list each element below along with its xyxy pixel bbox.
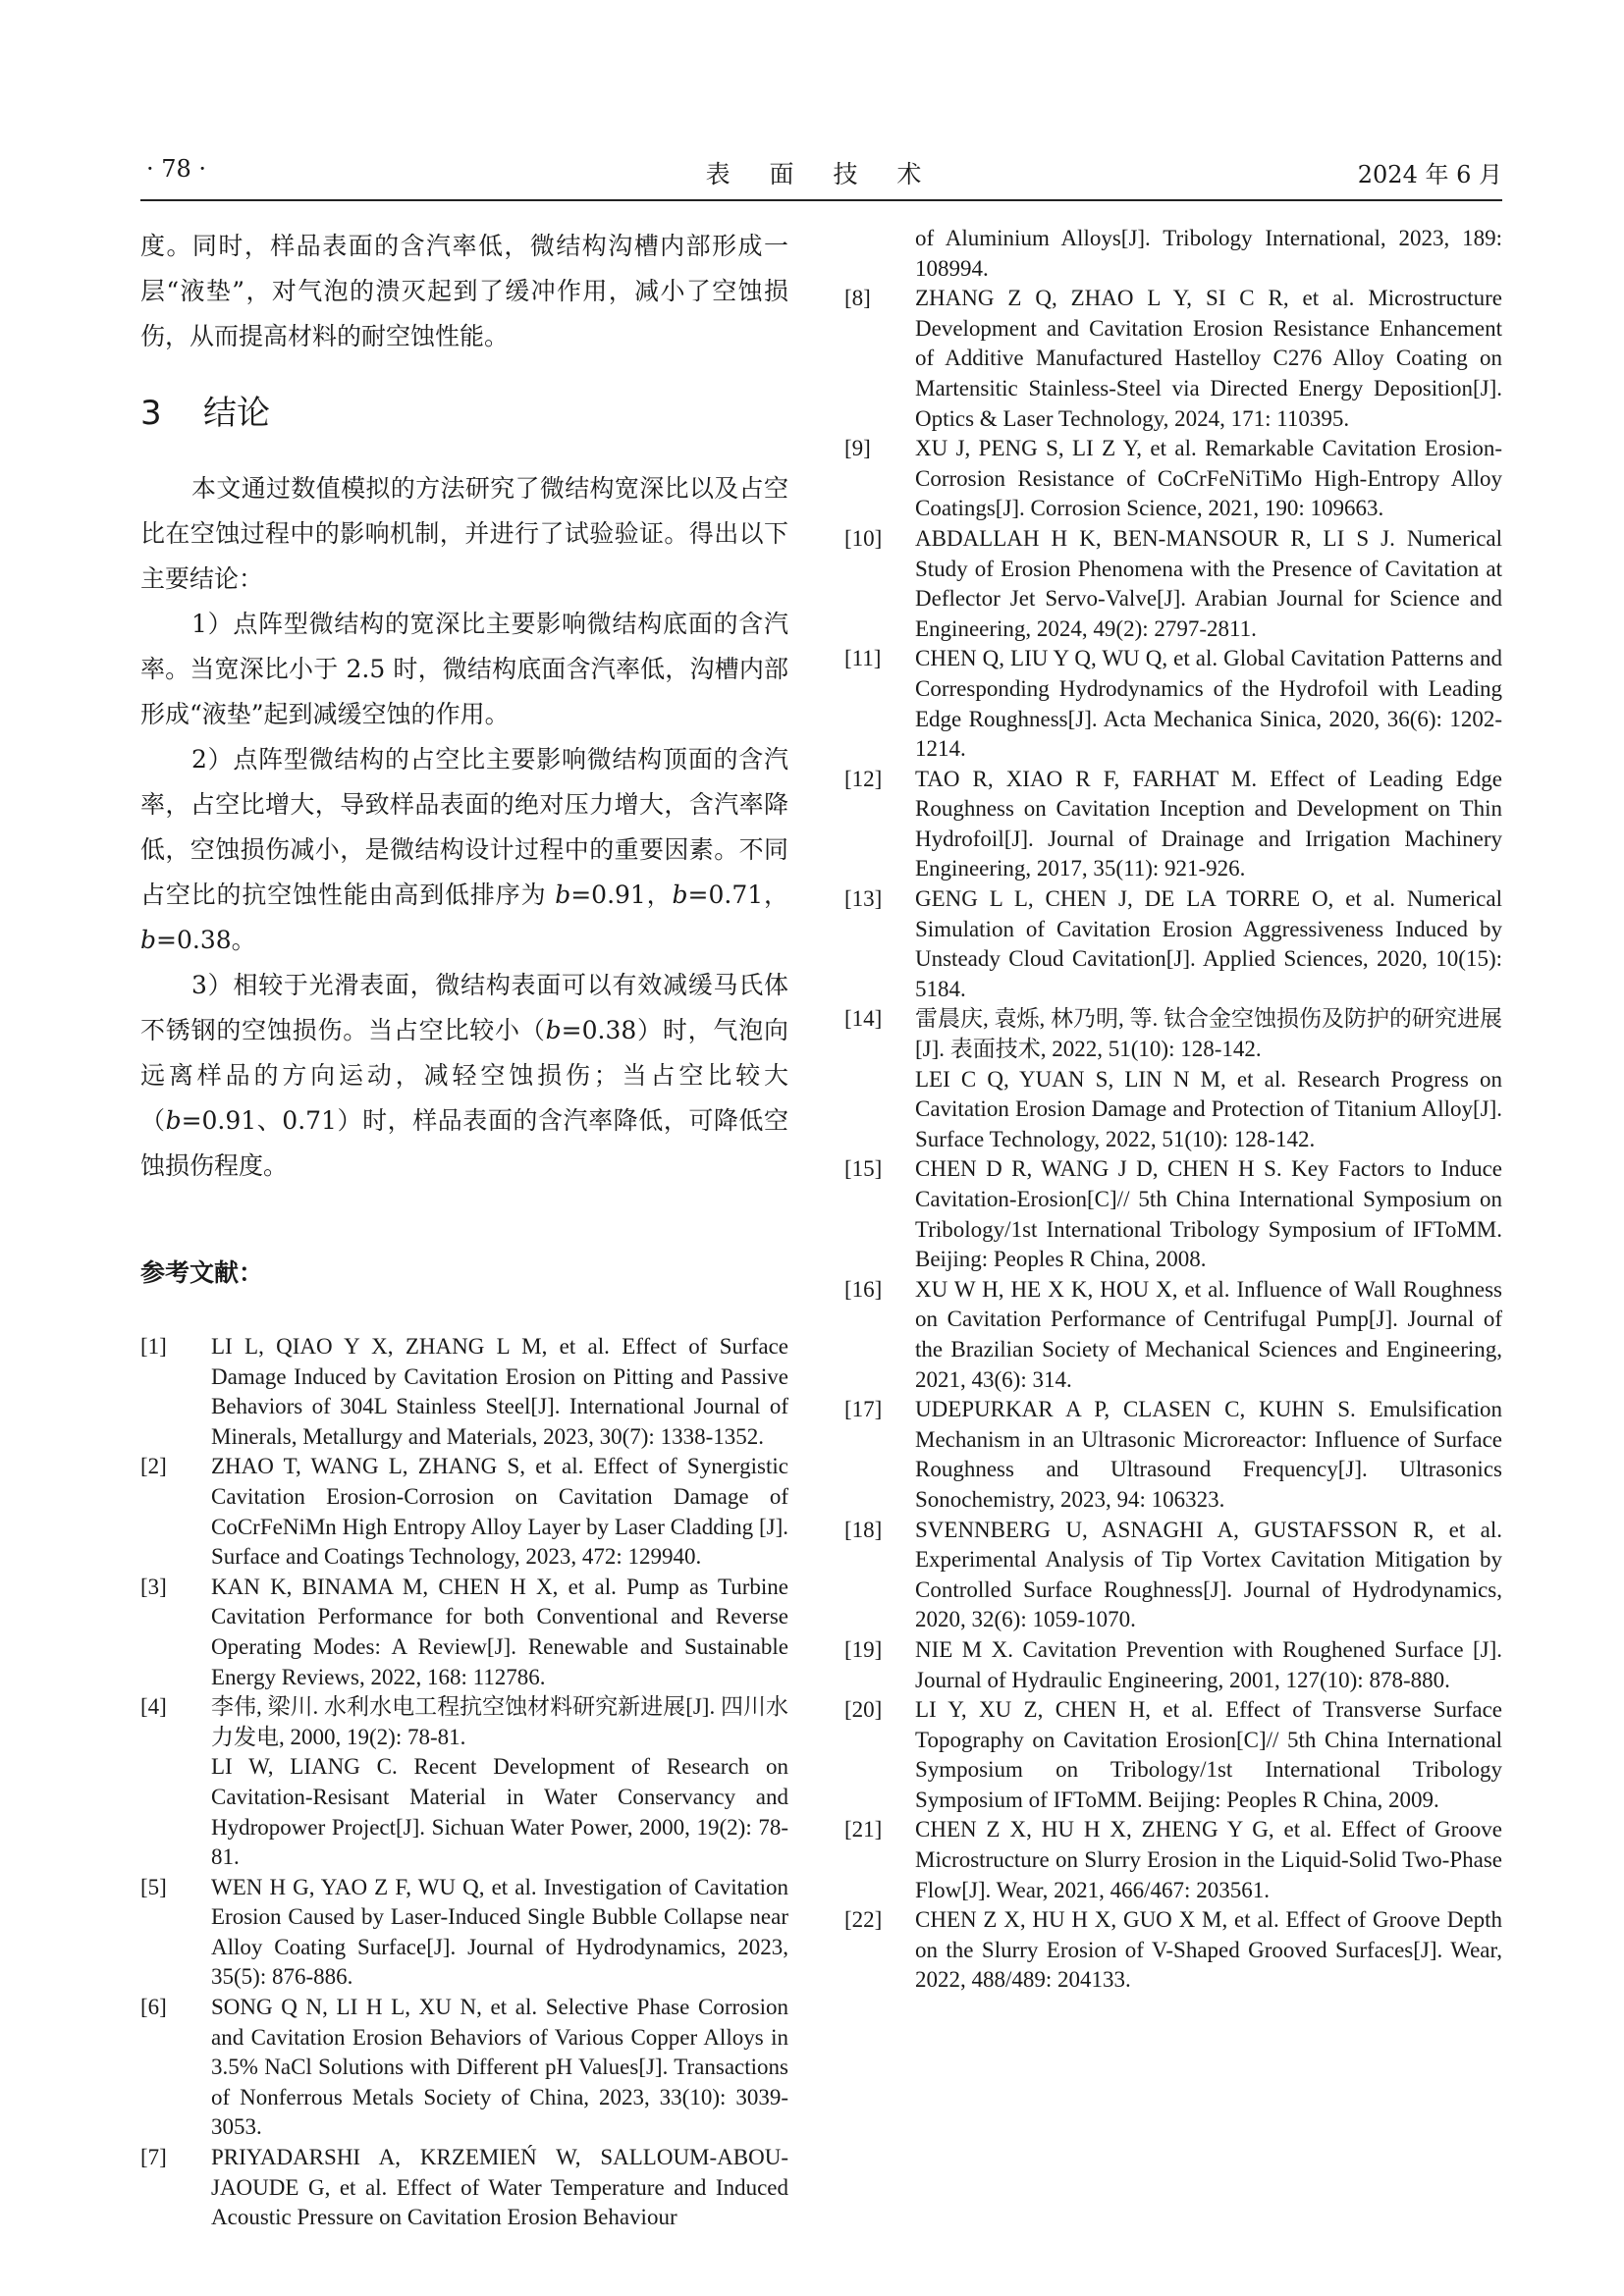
reference-line: 李伟, 梁川. 水利水电工程抗空蚀材料研究新进展[J]. 四川水力发电, 2000, 19(2): 78-81. [211,1694,788,1749]
reference-number: [20] [844,1697,883,1723]
reference-line: CHEN Z X, HU H X, ZHENG Y G, et al. Effect of Groove Microstructure on Slurry Erosion in the Liquid-Solid Two-Phase Flow[J]. Wear, 2021, 466/467: 203561. [915,1817,1502,1902]
reference-item [140,2143,788,2233]
reference-item [844,224,1502,284]
reference-item [844,1695,1502,1815]
reference-number: [4] [140,1694,167,1720]
reference-number: [17] [844,1397,883,1422]
reference-item [844,1004,1502,1154]
reference-item [140,1692,788,1873]
reference-text [915,765,1502,884]
reference-item [844,284,1502,434]
reference-number: [18] [844,1517,883,1542]
reference-item [844,1905,1502,1996]
section-number: 3 [140,394,162,433]
reference-text [915,1695,1502,1815]
reference-item [844,644,1502,764]
reference-number: [13] [844,886,883,912]
reference-number: [12] [844,766,883,791]
reference-line: UDEPURKAR A P, CLASEN C, KUHN S. Emulsification Mechanism in an Ultrasonic Microreactor: Influence of Surface Roughness and Ultrasound Frequency[J]. Ultrasonics Sonochemistry, 2023, 94: 106323. [915,1397,1502,1512]
reference-item [844,765,1502,884]
section-heading [140,386,788,441]
reference-number: [5] [140,1874,167,1899]
reference-number: [8] [844,286,871,311]
reference-text [915,1815,1502,1905]
section-title: 结论 [203,394,270,433]
reference-line: ZHANG Z Q, ZHAO L Y, SI C R, et al. Microstructure Development and Cavitation Erosion Resistance Enhancement of Additive Manufactured Hastelloy C276 Alloy Coating on Martensitic Stainless-Steel via Directed Energy Deposition[J]. Optics & Laser Technology, 2024, 171: 110395. [915,286,1502,431]
reference-text [915,1516,1502,1635]
left-column [140,224,788,2233]
reference-item [844,1815,1502,1905]
reference-line: XU W H, HE X K, HOU X, et al. Influence of Wall Roughness on Cavitation Performance of Centrifugal Pump[J]. Journal of the Brazilian Society of Mechanical Sciences and Engineering, 2021, 43(6): 314. [915,1276,1502,1392]
reference-text [915,884,1502,1004]
reference-text [915,1395,1502,1515]
intro-paragraph: 度。同时，样品表面的含汽率低，微结构沟槽内部形成一层“液垫”，对气泡的溃灭起到了缓冲作用，减小了空蚀损伤，从而提高材料的耐空蚀性能。 [140,232,788,350]
reference-text [211,1873,788,1993]
reference-item [140,1332,788,1452]
reference-text [915,1635,1502,1695]
reference-text [915,224,1502,284]
reference-line: NIE M X. Cavitation Prevention with Roughened Surface [J]. Journal of Hydraulic Engineering, 2001, 127(10): 878-880. [915,1636,1502,1692]
reference-item [844,1395,1502,1515]
reference-number: [1] [140,1334,167,1359]
reference-line: LI L, QIAO Y X, ZHANG L M, et al. Effect of Surface Damage Induced by Cavitation Erosion on Pitting and Passive Behaviors of 304L Stainless Steel[J]. International Journal of Minerals, Metallurgy and Materials, 2023, 30(7): 1338-1352. [211,1334,788,1449]
header-rule [140,199,1502,201]
reference-item [844,1635,1502,1695]
reference-line: LI W, LIANG C. Recent Development of Research on Cavitation-Resisant Material in Water Conservancy and Hydropower Project[J]. Sichuan Water Power, 2000, 19(2): 78-81. [211,1754,788,1870]
reference-item [140,1993,788,2143]
reference-number: [19] [844,1636,883,1662]
reference-line: 雷晨庆, 袁烁, 林乃明, 等. 钛合金空蚀损伤及防护的研究进展[J]. 表面技术, 2022, 51(10): 128-142. [915,1006,1502,1062]
running-header [140,155,1502,196]
reference-item [844,1516,1502,1635]
reference-line: CHEN Q, LIU Y Q, WU Q, et al. Global Cavitation Patterns and Corresponding Hydrodynamics of the Hydrofoil with Leading Edge Roughness[J]. Acta Mechanica Sinica, 2020, 36(6): 1202-1214. [915,646,1502,762]
reference-line: CHEN Z X, HU H X, GUO X M, et al. Effect of Groove Depth on the Slurry Erosion of V-Shaped Grooved Surfaces[J]. Wear, 2022, 488/489: 204133. [915,1907,1502,1993]
reference-list-left [140,1332,788,2233]
reference-item [140,1452,788,1572]
reference-line: GENG L L, CHEN J, DE LA TORRE O, et al. Numerical Simulation of Cavitation Erosion Aggressiveness Induced by Unsteady Cloud Cavitation[J]. Applied Sciences, 2020, 10(15): 5184. [915,886,1502,1001]
reference-text [915,1275,1502,1395]
reference-line: WEN H G, YAO Z F, WU Q, et al. Investigation of Cavitation Erosion Caused by Laser-Induced Single Bubble Collapse near Alloy Coating Surface[J]. Journal of Hydrodynamics, 2023, 35(5): 876-886. [211,1874,788,1990]
reference-item [844,884,1502,1004]
reference-number: [15] [844,1156,883,1182]
reference-number: [7] [140,2145,167,2170]
reference-line: LI Y, XU Z, CHEN H, et al. Effect of Transverse Surface Topography on Cavitation Erosion[C]// 5th China International Symposium on Tribology/1st International Tribology Symposium of IFToMM. Beijing: Peoples R China, 2009. [915,1697,1502,1812]
reference-number: [10] [844,525,883,551]
reference-text [915,644,1502,764]
reference-line: ABDALLAH H K, BEN-MANSOUR R, LI S J. Numerical Study of Erosion Phenomena with the Presence of Cavitation at Deflector Jet Servo-Valve[J]. Arabian Journal for Science and Engineering, 2024, 49(2): 2797-2811. [915,525,1502,641]
reference-text [211,1993,788,2143]
reference-number: [2] [140,1454,167,1479]
reference-number: [22] [844,1907,883,1933]
reference-number: [21] [844,1817,883,1842]
reference-number: [14] [844,1006,883,1032]
reference-item [844,434,1502,524]
reference-item [844,524,1502,644]
reference-number: [6] [140,1995,167,2020]
reference-text [211,1332,788,1452]
conclusion-item-3: 3）相较于光滑表面，微结构表面可以有效减缓马氏体不锈钢的空蚀损伤。当占空比较小（b=0.38）时，气泡向远离样品的方向运动，减轻空蚀损伤；当占空比较大（b=0.91、0.71）时，样品表面的含汽率降低，可降低空蚀损伤程度。 [140,971,788,1180]
reference-item [140,1573,788,1692]
reference-line: ZHAO T, WANG L, ZHANG S, et al. Effect of Synergistic Cavitation Erosion-Corrosion on Cavitation Damage of CoCrFeNiMn High Entropy Alloy Layer by Laser Cladding [J]. Surface and Coatings Technology, 2023, 472: 129940. [211,1454,788,1570]
reference-text [211,1692,788,1873]
reference-line: TAO R, XIAO R F, FARHAT M. Effect of Leading Edge Roughness on Cavitation Inception and Development on Thin Hydrofoil[J]. Journal of Drainage and Irrigation Machinery Engineering, 2017, 35(11): 921-926. [915,766,1502,881]
reference-text [915,1905,1502,1996]
reference-line: XU J, PENG S, LI Z Y, et al. Remarkable Cavitation Erosion-Corrosion Resistance of CoCrFeNiTiMo High-Entropy Alloy Coatings[J]. Corrosion Science, 2021, 190: 109663. [915,436,1502,521]
reference-text [915,1154,1502,1274]
reference-line: of Aluminium Alloys[J]. Tribology International, 2023, 189: 108994. [915,226,1502,281]
reference-text [915,284,1502,434]
reference-text [211,2143,788,2233]
conclusion-item-1: 1）点阵型微结构的宽深比主要影响微结构底面的含汽率。当宽深比小于 2.5 时，微结构底面含汽率低，沟槽内部形成“液垫”起到减缓空蚀的作用。 [140,610,788,728]
reference-line: PRIYADARSHI A, KRZEMIEŃ W, SALLOUM-ABOU-JAOUDE G, et al. Effect of Water Temperature and Induced Acoustic Pressure on Cavitation Erosion Behaviour [211,2145,788,2230]
reference-number: [9] [844,436,871,461]
reference-text [915,1004,1502,1154]
issue-date: 2024 年 6 月 [1357,161,1502,188]
reference-text [915,524,1502,644]
reference-line: CHEN D R, WANG J D, CHEN H S. Key Factors to Induce Cavitation-Erosion[C]// 5th China International Symposium on Tribology/1st International Tribology Symposium of IFToMM. Beijing: Peoples R China, 2008. [915,1156,1502,1272]
conclusion-item-2: 2）点阵型微结构的占空比主要影响微结构顶面的含汽率，占空比增大，导致样品表面的绝对压力增大，含汽率降低，空蚀损伤减小，是微结构设计过程中的重要因素。不同占空比的抗空蚀性能由高到低排序为 b=0.91，b=0.71，b=0.38。 [140,745,788,954]
reference-line: SONG Q N, LI H L, XU N, et al. Selective Phase Corrosion and Cavitation Erosion Behaviors of Various Copper Alloys in 3.5% NaCl Solutions with Different pH Values[J]. Transactions of Nonferrous Metals Society of China, 2023, 33(10): 3039-3053. [211,1995,788,2140]
conclusion-intro: 本文通过数值模拟的方法研究了微结构宽深比以及占空比在空蚀过程中的影响机制，并进行了试验验证。得出以下主要结论： [140,474,788,593]
reference-number: [3] [140,1574,167,1599]
reference-text [915,434,1502,524]
reference-number: [16] [844,1276,883,1302]
right-column [844,224,1502,1996]
reference-line: KAN K, BINAMA M, CHEN H X, et al. Pump as Turbine Cavitation Performance for both Conventional and Reverse Operating Modes: A Review[J]. Renewable and Sustainable Energy Reviews, 2022, 168: 112786. [211,1574,788,1689]
reference-line: LEI C Q, YUAN S, LIN N M, et al. Research Progress on Cavitation Erosion Damage and Protection of Titanium Alloy[J]. Surface Technology, 2022, 51(10): 128-142. [915,1066,1502,1151]
reference-item [140,1873,788,1993]
reference-text [211,1573,788,1692]
reference-text [211,1452,788,1572]
reference-number [844,224,915,284]
references-heading: 参考文献： [140,1258,264,1287]
reference-number: [11] [844,646,882,671]
reference-item [844,1154,1502,1274]
reference-line: SVENNBERG U, ASNAGHI A, GUSTAFSSON R, et al. Experimental Analysis of Tip Vortex Cavitation Mitigation by Controlled Surface Roughness[J]. Journal of Hydrodynamics, 2020, 32(6): 1059-1070. [915,1517,1502,1632]
page-number: · 78 · [146,155,207,183]
reference-list-right [844,224,1502,1996]
journal-title: 表 面 技 术 [705,160,938,188]
reference-item [844,1275,1502,1395]
